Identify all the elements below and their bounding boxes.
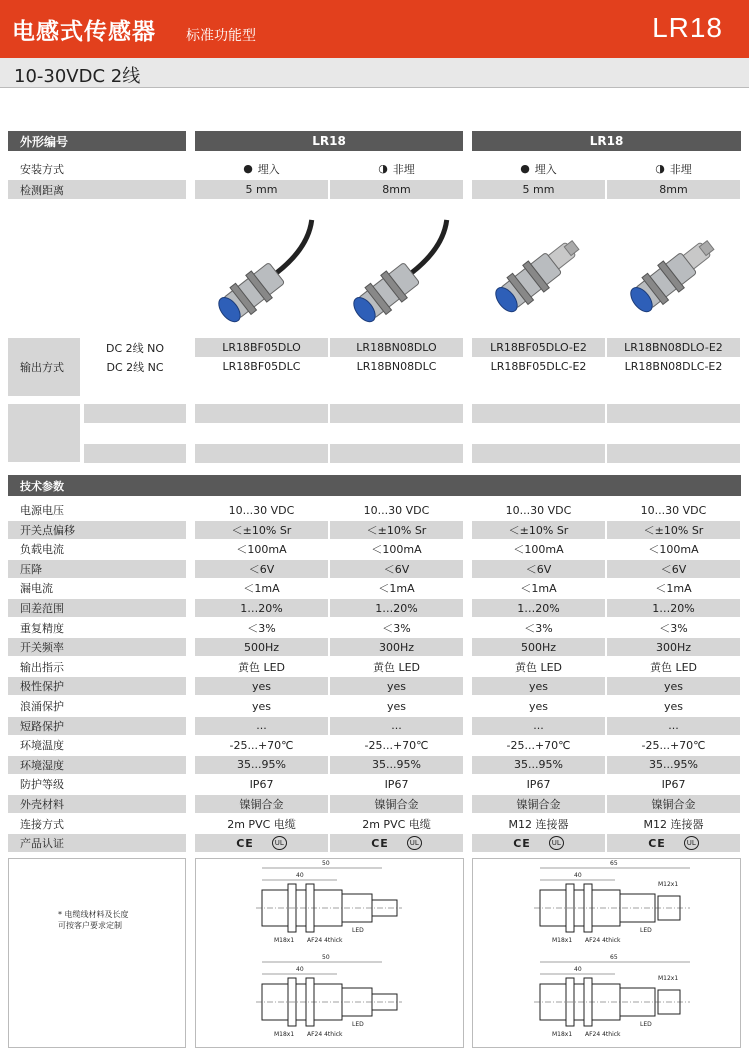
drawing-cable-panel <box>195 858 464 1048</box>
spec-value: 10...30 VDC <box>472 501 605 519</box>
spec-value: 1…20% <box>607 599 740 617</box>
voltage-subheader: 10-30VDC 2线 <box>0 58 749 88</box>
spec-value: 10...30 VDC <box>330 501 463 519</box>
spec-value: ＜6V <box>330 560 463 578</box>
spec-value: 黄色 LED <box>195 658 328 676</box>
blank-cell <box>84 424 186 443</box>
spec-label: 浪涌保护 <box>8 697 186 715</box>
ul-mark-icon: UL <box>684 836 699 850</box>
nut <box>246 271 272 302</box>
half-circle-icon: ◑ <box>655 162 665 175</box>
spec-label: 输出指示 <box>8 658 186 676</box>
spec-label: 开关频率 <box>8 638 186 656</box>
spec-value: ＜3% <box>195 619 328 637</box>
group-header: LR18 <box>472 131 741 151</box>
spec-value: 2m PVC 电缆 <box>195 815 328 833</box>
spec-value: ... <box>472 717 605 735</box>
page-header <box>0 0 749 58</box>
spec-value: 镍铜合金 <box>607 795 740 813</box>
blank-cell <box>330 444 463 463</box>
spec-label: 极性保护 <box>8 677 186 695</box>
connector-tip <box>699 241 714 256</box>
model-no: LR18BN08DLO-E2 <box>607 338 740 357</box>
dim-thread-length: 40 <box>574 872 582 879</box>
spec-label: 外壳材料 <box>8 795 186 813</box>
spec-value: M12 连接器 <box>472 815 605 833</box>
ul-mark-icon: UL <box>549 836 564 850</box>
spec-value: IP67 <box>330 775 463 793</box>
model-no: LR18BF05DLO <box>195 338 328 357</box>
nut <box>507 273 533 304</box>
spec-label: 漏电流 <box>8 579 186 597</box>
spec-value: ＜100mA <box>472 540 605 558</box>
distance-value: 8mm <box>607 180 740 199</box>
spec-value: -25...+70℃ <box>195 736 328 754</box>
spec-value: 500Hz <box>472 638 605 656</box>
spec-value: 300Hz <box>607 638 740 656</box>
spec-value: 35...95% <box>472 756 605 774</box>
sensor-face <box>627 284 657 316</box>
ce-mark-icon: CE <box>513 836 531 850</box>
spec-value: ＜3% <box>607 619 740 637</box>
install-text: 非埋 <box>669 162 692 176</box>
blank-cell <box>330 424 463 443</box>
nut <box>365 283 391 314</box>
spec-value: yes <box>607 677 740 695</box>
model-nc: LR18BN08DLC <box>330 357 463 376</box>
distance-value: 8mm <box>330 180 463 199</box>
model-nc: LR18BF05DLC <box>195 357 328 376</box>
spec-value: ＜±10% Sr <box>195 521 328 539</box>
distance-label: 检测距离 <box>8 180 186 199</box>
sensor-image <box>490 232 587 318</box>
spec-value: 1…20% <box>195 599 328 617</box>
model-no: LR18BF05DLO-E2 <box>472 338 605 357</box>
distance-value: 5 mm <box>472 180 605 199</box>
spec-value: 1…20% <box>330 599 463 617</box>
distance-value: 5 mm <box>195 180 328 199</box>
footnote <box>58 909 129 931</box>
sensor-image <box>211 220 335 328</box>
footnote-line: 可按客户要求定制 <box>58 921 122 930</box>
nut <box>523 261 549 292</box>
spec-value: 1…20% <box>472 599 605 617</box>
spec-label: 防护等级 <box>8 775 186 793</box>
spec-label: 压降 <box>8 560 186 578</box>
install-value <box>330 159 463 178</box>
ce-mark-icon: CE <box>236 836 254 850</box>
spec-label: 环境湿度 <box>8 756 186 774</box>
spec-value: ... <box>607 717 740 735</box>
footnote-panel <box>8 858 186 1048</box>
blank-cell <box>472 404 605 423</box>
spec-value: -25...+70℃ <box>472 736 605 754</box>
sensor-face <box>350 294 380 326</box>
spec-value: IP67 <box>607 775 740 793</box>
half-circle-icon: ◑ <box>378 162 388 175</box>
connector-thread: M12x1 <box>658 975 679 982</box>
sensor-body <box>223 262 285 318</box>
spec-value: 黄色 LED <box>607 658 740 676</box>
spec-value: 镍铜合金 <box>195 795 328 813</box>
blank-cell <box>607 444 740 463</box>
af-label: AF24 4thick <box>585 1031 621 1038</box>
spec-value: IP67 <box>472 775 605 793</box>
spec-value: ... <box>330 717 463 735</box>
dim-length: 50 <box>322 860 330 867</box>
blank-cell <box>472 424 605 443</box>
blank-cell <box>472 444 605 463</box>
cert-value <box>472 834 605 852</box>
spec-label: 开关点偏移 <box>8 521 186 539</box>
cert-value <box>195 834 328 852</box>
output-label: 输出方式 <box>8 338 80 396</box>
sensor-face <box>492 284 522 316</box>
spec-label: 短路保护 <box>8 717 186 735</box>
led-label: LED <box>352 927 364 934</box>
thread-label: M18x1 <box>552 937 573 944</box>
spec-value: yes <box>472 677 605 695</box>
spec-value: IP67 <box>195 775 328 793</box>
spec-value: 镍铜合金 <box>330 795 463 813</box>
spec-value: 300Hz <box>330 638 463 656</box>
model-nc: LR18BN08DLC-E2 <box>607 357 740 376</box>
cable <box>264 220 324 273</box>
cable <box>399 220 459 273</box>
af-label: AF24 4thick <box>307 937 343 944</box>
dim-length: 65 <box>610 860 618 867</box>
spec-value: ... <box>195 717 328 735</box>
spec-value: yes <box>472 697 605 715</box>
spec-value: yes <box>607 697 740 715</box>
blank-cell <box>195 424 328 443</box>
footnote-line: * 电缆线材料及长度 <box>58 910 129 919</box>
blank-cell <box>607 424 740 443</box>
group-header: LR18 <box>195 131 463 151</box>
spec-value: yes <box>330 677 463 695</box>
led-label: LED <box>352 1021 364 1028</box>
thread-label: M18x1 <box>274 937 295 944</box>
sensor-body <box>500 252 562 308</box>
ul-mark-icon: UL <box>407 836 422 850</box>
column-header-label: 外形编号 <box>8 131 186 151</box>
page-title: 电感式传感器 <box>12 19 156 45</box>
spec-label: 环境温度 <box>8 736 186 754</box>
out-nc-label: DC 2线 NC <box>84 357 186 376</box>
spec-value: ＜1mA <box>330 579 463 597</box>
spec-label: 负载电流 <box>8 540 186 558</box>
install-value <box>472 159 605 178</box>
spec-value: ＜1mA <box>195 579 328 597</box>
spec-value: 35...95% <box>330 756 463 774</box>
blank-cell <box>607 404 740 423</box>
model-nc: LR18BF05DLC-E2 <box>472 357 605 376</box>
dim-thread-length: 40 <box>296 872 304 879</box>
thread-label: M18x1 <box>274 1031 295 1038</box>
spec-value: 500Hz <box>195 638 328 656</box>
connector-thread: M12x1 <box>658 881 679 888</box>
out-no-label: DC 2线 NO <box>84 338 186 357</box>
blank-cell <box>195 444 328 463</box>
model-no: LR18BN08DLO <box>330 338 463 357</box>
blank-cell <box>84 444 186 463</box>
blank-cell <box>195 404 328 423</box>
spec-value: ＜6V <box>472 560 605 578</box>
spec-value: M12 连接器 <box>607 815 740 833</box>
nut <box>642 273 668 304</box>
sensor-face <box>215 294 245 326</box>
install-text: 埋入 <box>534 162 557 176</box>
spec-label: 连接方式 <box>8 815 186 833</box>
spec-value: -25...+70℃ <box>607 736 740 754</box>
led-label: LED <box>640 1021 652 1028</box>
spec-value: ＜100mA <box>195 540 328 558</box>
install-value <box>195 159 328 178</box>
nut <box>658 261 684 292</box>
specs-title: 技术参数 <box>8 475 741 496</box>
ce-mark-icon: CE <box>371 836 389 850</box>
spec-value: 黄色 LED <box>330 658 463 676</box>
page-subtitle: 标准功能型 <box>186 28 256 44</box>
spec-value: -25...+70℃ <box>330 736 463 754</box>
sensor-image <box>625 232 722 318</box>
spec-label: 产品认证 <box>8 834 186 852</box>
blank-cell <box>84 404 186 423</box>
af-label: AF24 4thick <box>307 1031 343 1038</box>
sensor-body <box>635 252 697 308</box>
spec-value: ＜1mA <box>607 579 740 597</box>
filled-circle-icon: ● <box>520 162 530 175</box>
cert-value <box>330 834 463 852</box>
spec-value: ＜±10% Sr <box>607 521 740 539</box>
spec-label: 电源电压 <box>8 501 186 519</box>
filled-circle-icon: ● <box>243 162 253 175</box>
dim-thread-length: 40 <box>296 966 304 973</box>
spec-value: ＜6V <box>195 560 328 578</box>
spec-value: 35...95% <box>607 756 740 774</box>
install-label: 安装方式 <box>8 159 186 178</box>
spec-value: ＜100mA <box>607 540 740 558</box>
install-value <box>607 159 740 178</box>
dim-length: 65 <box>610 954 618 961</box>
spec-label: 重复精度 <box>8 619 186 637</box>
spec-value: yes <box>330 697 463 715</box>
sensor-image <box>346 220 470 328</box>
spec-value: 10...30 VDC <box>607 501 740 519</box>
spec-value: ＜3% <box>472 619 605 637</box>
connector-body <box>677 242 711 274</box>
led-label: LED <box>640 927 652 934</box>
ul-mark-icon: UL <box>272 836 287 850</box>
spec-value: ＜±10% Sr <box>472 521 605 539</box>
drawing-connector-panel <box>472 858 741 1048</box>
cert-value <box>607 834 740 852</box>
spec-value: ＜6V <box>607 560 740 578</box>
spec-value: 黄色 LED <box>472 658 605 676</box>
install-text: 埋入 <box>257 162 280 176</box>
dim-thread-length: 40 <box>574 966 582 973</box>
spec-value: 镍铜合金 <box>472 795 605 813</box>
spec-value: ＜±10% Sr <box>330 521 463 539</box>
connector-tip <box>564 241 579 256</box>
spec-value: 2m PVC 电缆 <box>330 815 463 833</box>
spec-value: ＜100mA <box>330 540 463 558</box>
spec-value: yes <box>195 697 328 715</box>
spec-label: 回差范围 <box>8 599 186 617</box>
spec-value: ＜3% <box>330 619 463 637</box>
af-label: AF24 4thick <box>585 937 621 944</box>
sensor-body <box>358 262 420 318</box>
dim-length: 50 <box>322 954 330 961</box>
install-text: 非埋 <box>392 162 415 176</box>
nut <box>230 283 256 314</box>
spec-value: 10...30 VDC <box>195 501 328 519</box>
connector-body <box>542 242 576 274</box>
model-name: LR18 <box>652 12 723 43</box>
blank-cell <box>330 404 463 423</box>
nut <box>381 271 407 302</box>
spec-value: ＜1mA <box>472 579 605 597</box>
spec-value: 35...95% <box>195 756 328 774</box>
blank-cell <box>8 404 80 462</box>
spec-value: yes <box>195 677 328 695</box>
ce-mark-icon: CE <box>648 836 666 850</box>
thread-label: M18x1 <box>552 1031 573 1038</box>
